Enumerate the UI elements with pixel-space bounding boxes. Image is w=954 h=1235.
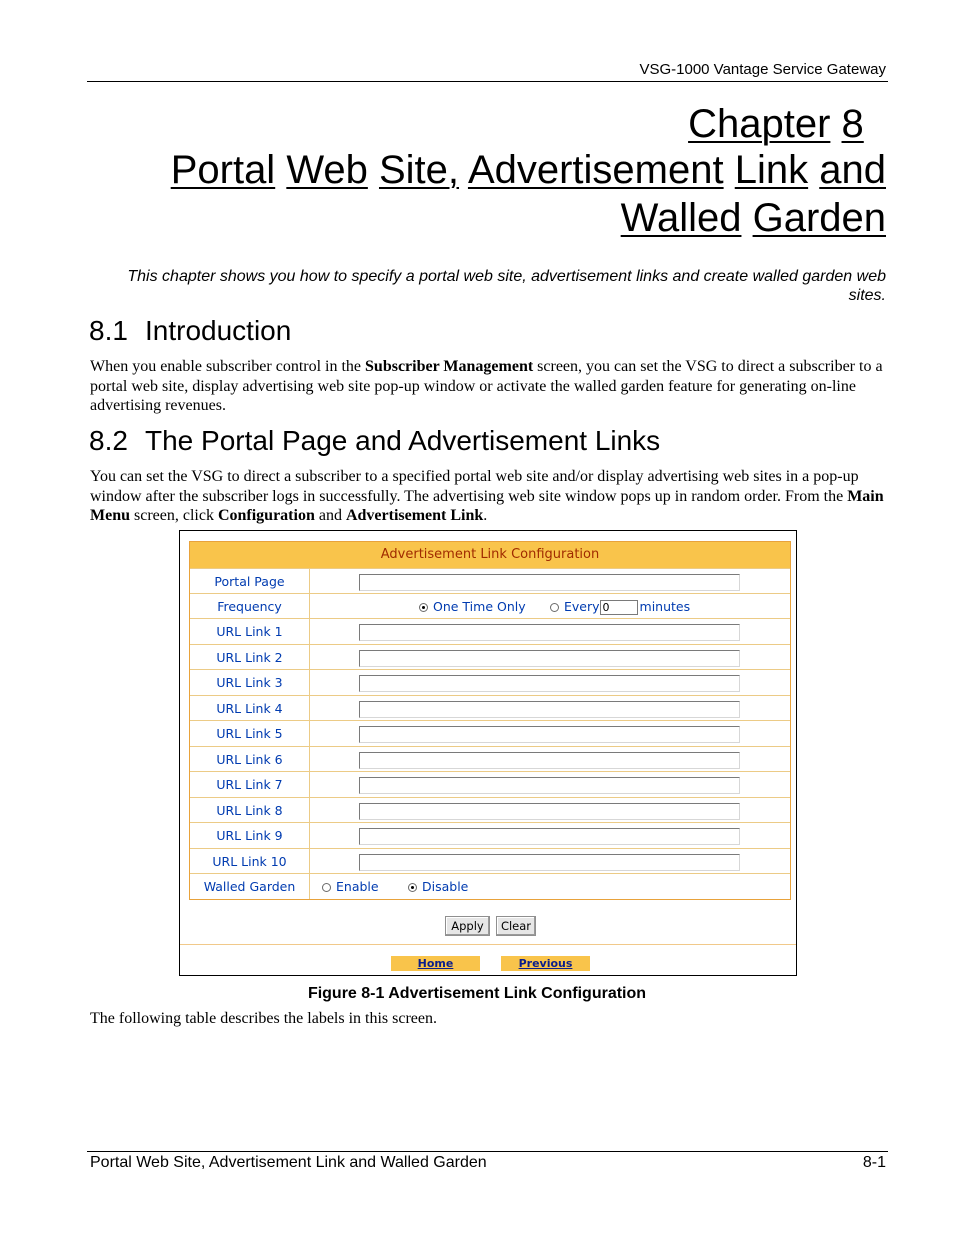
row-url-link-4 [190,695,790,721]
title-word: Link [734,148,809,192]
frequency-one-time-option[interactable] [419,594,526,619]
row-url-link-6 [190,746,790,772]
option-label: One Time Only [433,599,526,614]
form-title: Advertisement Link Configuration [190,542,790,568]
walled-garden-disable-option[interactable] [408,874,468,899]
radio-enable[interactable] [322,883,331,892]
row-frequency [190,593,790,619]
row-url-link-5 [190,720,790,746]
label-frequency: Frequency [190,594,310,619]
label-url-link-3: URL Link 3 [190,670,310,695]
section-number: 8.2 [89,425,128,456]
label-url-link-7: URL Link 7 [190,772,310,797]
row-portal-page [190,568,790,594]
frequency-every-option[interactable] [550,594,690,619]
url-link-8-input[interactable] [359,803,740,820]
row-url-link-8 [190,797,790,823]
option-label: Every [564,599,600,614]
label-portal-page: Portal Page [190,569,310,594]
chapter-title-line-3 [86,194,886,242]
section-title: Introduction [145,315,292,346]
text-run: You can set the VSG to direct a subscriber to a specified portal web site and/or display advertising web sites in a pop-up window after the subscriber logs in successfully. The advertising web site window pops up in random order. From the [90,468,859,505]
label-url-link-5: URL Link 5 [190,721,310,746]
option-label: Disable [422,879,469,894]
form-divider [180,944,796,945]
url-link-6-input[interactable] [359,752,740,769]
title-word: Walled [620,196,742,240]
bold-term: Configuration [217,507,315,524]
text-run: and [314,507,346,524]
home-link[interactable]: Home [391,956,480,971]
header-rule [87,81,888,82]
every-minutes-input[interactable]: 0 [600,600,638,615]
chapter-intro: This chapter shows you how to specify a portal web site, advertisement links and create walled garden web sites. [127,268,886,304]
bold-term: Subscriber Management [365,358,534,375]
row-url-link-3 [190,669,790,695]
row-url-link-10 [190,848,790,874]
running-header: VSG-1000 Vantage Service Gateway [639,61,886,78]
title-word: Portal [170,148,276,192]
url-link-3-input[interactable] [359,675,740,692]
row-url-link-1 [190,618,790,644]
chapter-title-line-2 [86,146,886,194]
bold-term: Advertisement Link [345,507,484,524]
footer-rule [87,1151,888,1152]
label-url-link-10: URL Link 10 [190,849,310,874]
title-word: Web [286,148,368,192]
paragraph-table-intro: The following table describes the labels in this screen. [90,1010,438,1027]
walled-garden-enable-option[interactable] [322,874,379,899]
label-walled-garden: Walled Garden [190,874,310,899]
paragraph-portal-page [90,467,890,526]
text-run: . [483,507,488,524]
title-word: Site, [378,148,460,192]
label-url-link-4: URL Link 4 [190,696,310,721]
label-url-link-2: URL Link 2 [190,645,310,670]
chapter-title-line-1 [86,100,886,148]
paragraph-introduction [90,357,890,416]
url-link-9-input[interactable] [359,828,740,845]
row-walled-garden [190,873,790,899]
section-heading-8-1 [89,315,291,347]
url-link-5-input[interactable] [359,726,740,743]
text-run: When you enable subscriber control in the [90,358,366,375]
text-run: screen, click [130,507,218,524]
title-word: Garden [752,196,886,240]
section-number: 8.1 [89,315,128,346]
label-url-link-8: URL Link 8 [190,798,310,823]
portal-page-input[interactable] [359,574,740,591]
chapter-word: Chapter [688,102,831,146]
chapter-number: 8 [841,102,864,146]
radio-every[interactable] [550,603,559,612]
figure-screenshot [179,530,797,976]
option-label: Enable [336,879,379,894]
section-title: The Portal Page and Advertisement Links [145,425,661,456]
minutes-label: minutes [639,599,691,614]
previous-link[interactable]: Previous [501,956,590,971]
advertisement-link-form [189,541,791,900]
url-link-4-input[interactable] [359,701,740,718]
row-url-link-2 [190,644,790,670]
figure-caption: Figure 8-1 Advertisement Link Configuration [307,985,647,1002]
text-run: screen, you can set the VSG to direct a subscriber to a portal web site, display advertising web site pop-up window or activate the walled garden feature for generating on-line advertising revenues. [90,358,883,414]
title-word: Advertisement [467,148,724,192]
url-link-1-input[interactable] [359,624,740,641]
url-link-10-input[interactable] [359,854,740,871]
url-link-2-input[interactable] [359,650,740,667]
row-url-link-7 [190,771,790,797]
apply-button[interactable]: Apply [445,916,490,936]
radio-one-time-selected[interactable] [419,603,428,612]
label-url-link-1: URL Link 1 [190,619,310,644]
page-number: 8-1 [862,1154,886,1171]
footer-chapter-title: Portal Web Site, Advertisement Link and Walled Garden [90,1154,487,1171]
row-url-link-9 [190,822,790,848]
url-link-7-input[interactable] [359,777,740,794]
clear-button[interactable]: Clear [496,916,536,936]
label-url-link-9: URL Link 9 [190,823,310,848]
bold-term: Main Menu [90,487,884,524]
label-url-link-6: URL Link 6 [190,747,310,772]
radio-disable-selected[interactable] [408,883,417,892]
section-heading-8-2 [89,425,660,457]
title-word: and [819,148,886,192]
